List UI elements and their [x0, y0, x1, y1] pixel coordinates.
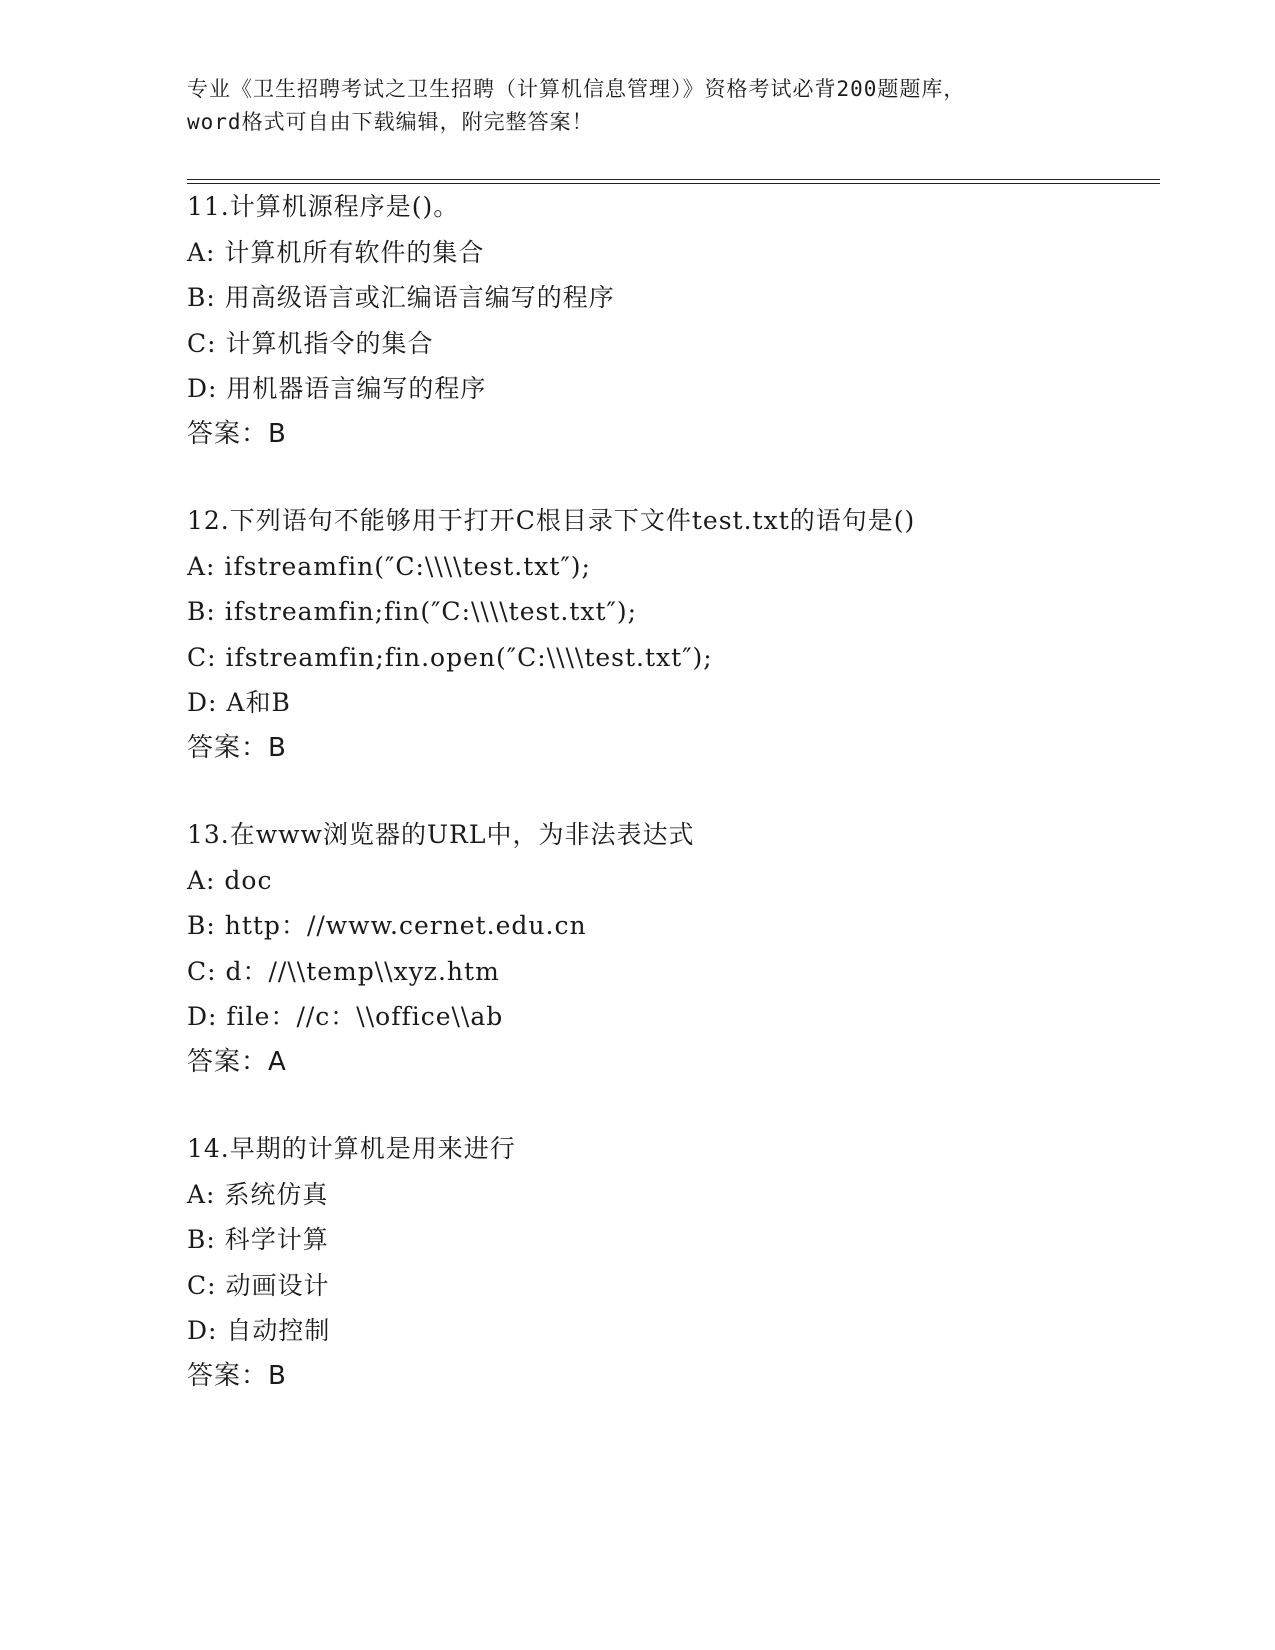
question-11: [187, 184, 1167, 458]
option-b: B: 用高级语言或汇编语言编写的程序: [187, 283, 615, 313]
question-title: 13.在www浏览器的URL中，为非法表达式: [187, 820, 695, 849]
option-a: A: ifstreamfin(″C:\\\\test.txt″);: [187, 551, 591, 581]
option-c: C: 动画设计: [187, 1270, 330, 1300]
answer: 答案：A: [187, 1046, 287, 1077]
answer: 答案：B: [187, 418, 287, 449]
header-line-2: word格式可自由下载编辑，附完整答案！: [187, 110, 594, 134]
option-d: D: A和B: [187, 688, 291, 718]
option-a: A: 系统仿真: [187, 1179, 329, 1209]
question-title: 11.计算机源程序是()。: [187, 192, 460, 221]
question-13: [187, 812, 1167, 1086]
header-divider-top: [187, 179, 1160, 180]
option-a: A: doc: [187, 865, 273, 895]
question-title: 14.早期的计算机是用来进行: [187, 1134, 516, 1163]
question-12: [187, 498, 1167, 772]
option-c: C: 计算机指令的集合: [187, 328, 434, 358]
option-d: D: 自动控制: [187, 1316, 331, 1346]
question-title: 12.下列语句不能够用于打开C根目录下文件test.txt的语句是(): [187, 506, 916, 535]
option-c: C: d：//\\temp\\xyz.htm: [187, 956, 500, 986]
question-14: [187, 1126, 1167, 1400]
option-c: C: ifstreamfin;fin.open(″C:\\\\test.txt″);: [187, 642, 713, 672]
header-line-1: 专业《卫生招聘考试之卫生招聘（计算机信息管理）》资格考试必背200题题库，: [187, 77, 966, 101]
option-d: D: file：//c：\\office\\ab: [187, 1002, 504, 1032]
document-header: [187, 73, 1087, 139]
option-d: D: 用机器语言编写的程序: [187, 374, 487, 404]
option-b: B: 科学计算: [187, 1225, 329, 1255]
option-b: B: ifstreamfin;fin(″C:\\\\test.txt″);: [187, 597, 638, 627]
option-a: A: 计算机所有软件的集合: [187, 237, 485, 267]
answer: 答案：B: [187, 732, 287, 763]
option-b: B: http：//www.cernet.edu.cn: [187, 911, 587, 941]
answer: 答案：B: [187, 1360, 287, 1391]
